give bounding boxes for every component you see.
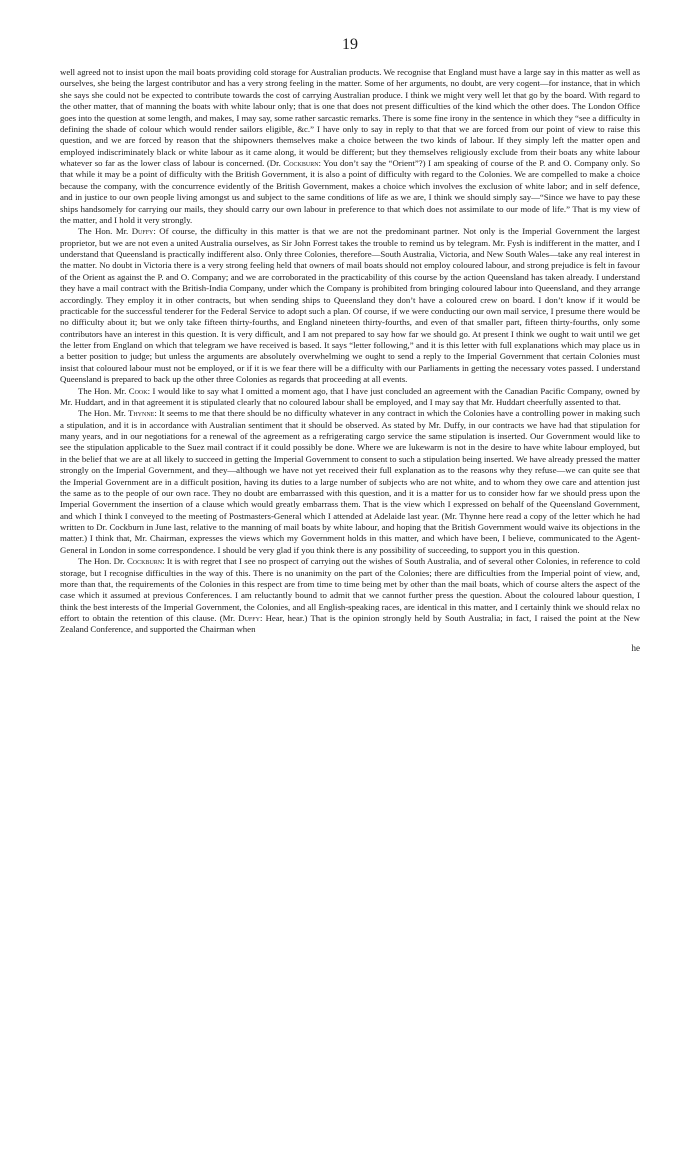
text-run: The Hon. Mr. bbox=[78, 408, 128, 419]
paragraph bbox=[60, 408, 640, 556]
paragraph bbox=[60, 556, 640, 636]
catchword: he bbox=[631, 642, 640, 653]
text-run: : I would like to say what I omitted a moment ago, that I have just concluded an agreement with the Canadian Pacific Company, owned by Mr. Huddart, and in that agreement it is stipulated clearly that no coloured labour shall be employed, and I may say that Mr. Huddart cheerfully assented to that. bbox=[60, 385, 640, 407]
speaker-name: Duffy bbox=[131, 226, 154, 237]
speaker-name: Duffy bbox=[238, 613, 260, 623]
speaker-name: Cook bbox=[128, 385, 148, 396]
text-run: The Hon. Mr. bbox=[78, 385, 129, 396]
text-run: : Of course, the difficulty in this matter is that we are not the predominant partner. Not only is the Imperial Government the largest proprietor, but we are not even a united Australia ourselves, as Sir John Forrest takes the trouble to remind us by telegram. Mr. Fysh is indifferent in the matter, and I understand that Queensland is practically indifferent also. Only three Colonies, therefore—South Australia, Victoria, and New South Wales—take any real interest in the matter. No doubt in Victoria there is a very strong feeling held that owners of mail boats should not employ coloured labour, and strong prejudice is felt in favour of the Orient as against the P. and O. Company; and we are corroborated in the practicability of this course by the action Queensland has taken already. I understand they have a mail contract with the British-India Company, under which the Company is prohibited from bringing coloured labour into Queensland, and they arrange accordingly. They employ it in other contracts, but when sending ships to Queensland they don’t have a coloured crew on board. I don’t know if it would be practicable for the successful tenderer for the Federal Service to adopt such a plan. Of course, if we were conducting our own mail service, I presume there would be no difficulty about it; but we only take fifteen thirty-fourths, and England nineteen thirty-fourths, and even of that smaller part, fifteen thirty-fourths, only some contributors have an interest in this question. It is very difficult, and I am not prepared to say how far we should go. At present I think we ought to wait until we get the letter from England on which that telegram we have received is based. It says “letter following,” and it is this letter with full explanations which may place us in a better position to judge; but unless the arguments are absolutely overwhelming we ought to send a reply to the Imperial Government that certain Colonies must insist that coloured labour must not be employed, or if it is we fear there will be a difficulty with our Parliaments in getting the necessary votes passed. I understand Queensland is prepared to back up the other three Colonies as regards that proceeding at all events. bbox=[60, 226, 640, 385]
document-page bbox=[60, 36, 640, 654]
paragraph bbox=[60, 226, 640, 385]
speaker-name: Thynne bbox=[128, 408, 155, 419]
text-run: : Hear, hear.) That is the opinion strongly held by South Australia; in fact, I raised the point at the New Zealand Conference, and supported the Chairman when bbox=[60, 613, 640, 635]
text-run: : It is with regret that I see no prospect of carrying out the wishes of South Australia, and of several other Colonies, in reference to cold storage, but I recognise difficulties in the way of this. There is no unanimity on the part of the Colonies; there are difficulties from the Imperial point of view, and, more than that, the requirements of the Colonies in this respect are from time to time being met by other than the mail boats, which of course alters the aspect of the case which it assumed at previous Conferences. I am reluctantly bound to admit that we cannot further press the question. About the coloured labour question, I think the best interests of the Imperial Government, the Colonies, and all English-speaking races, are identical in this matter, and I certainly think we should relax no effort to obtain the retention of this clause. (Mr. bbox=[60, 556, 640, 623]
body-text bbox=[60, 67, 640, 636]
paragraph bbox=[60, 386, 640, 409]
speaker-name: Cockburn bbox=[126, 556, 163, 567]
text-run: The Hon. Dr. bbox=[78, 556, 127, 567]
text-run: : You don’t say the “Orient”?) I am speaking of course of the P. and O. Company only. So that while it may be a point of difficulty with the British Government, it is also a point of difficulty with regard to the Colonies. We are compelled to make a choice because the company, with the concurrence evidently of the British Government, makes a choice which involves the exclusion of white labor; and in self defence, and in justice to our own people living amongst us and subject to the same conditions of life as we are, I think we should simply say—“Since we have to pay these ships handsomely for carrying our mails, they should carry our own labour in preference to that which does not assimilate to our mode of life.” That is my view of the matter, and I hold it very strongly. bbox=[60, 158, 641, 225]
page-number: 19 bbox=[342, 36, 358, 53]
text-run: well agreed not to insist upon the mail boats providing cold storage for Australian products. We recognise that England must have a large say in this matter as well as ourselves, she being the largest contributor and has a very strong feeling in the matter. Some of her arguments, no doubt, are very cogent—for instance, that in which she says she could not be expected to contribute towards the cost of carrying Australian produce. I think we might very well let that go by the board. With regard to the other matter, that of manning the boats with white labour only; that is one that does not present difficulties of the kind which the other does. The London Office goes into the question at some length, and makes, I may say, some rather sarcastic remarks. There is some fine irony in the sentence in which they “see a difficulty in defining the shade of colour which would render sailors eligible, &c.” I have only to say in reply to that that we are forced from our point of view to raise this question, and we are forced by reason that the shipowners themselves make a choice between the two kinds of labour. If they simply left the matter open and employed indiscriminately black or white labour as it came along, it would be different; but they themselves religiously exclude from their boats any white labour whatever so far as the lower class of labour is concerned. (Dr. bbox=[60, 67, 640, 168]
text-run: The Hon. Mr. bbox=[78, 226, 132, 237]
speaker-name: Cockburn bbox=[283, 158, 319, 168]
text-run: : It seems to me that there should be no difficulty whatever in any contract in which the Colonies have a controlling power in making such a stipulation, and it is in accordance with Australian sentiment that it should be observed. As stated by Mr. Duffy, in our contracts we have had that stipulation for many years, and in our negotiations for a renewal of the agreement as a refrigerating cargo service the same stipulation is inserted. Our Government would like to see the stipulation applicable to the Suez mail contract if it could possibly be done. Where we are lukewarm is not in the desire to have white labour employed, but in the belief that we are at all likely to succeed in getting the Imperial Government to consent to such a stipulation being inserted. We have already pressed the matter strongly on the Imperial Government, and they—although we have not yet received their full explanation as to the reasons why they refuse—we can quite see that the Imperial Government are in a difficult position, having its duties to a large number of subjects who are not white, and to whom they owe care and attention just the same as to the people of our own race. They no doubt are embarrassed with this question, and it is a matter for us to consider how far we should press upon the Imperial Government the insertion of a clause which would greatly embarrass them. That is the view which I expressed on behalf of the Queensland Government, and which I think I conveyed to the meeting of Postmasters-General which I attended at Adelaide last year. (Mr. Thynne here read a copy of the letter which he had written to Dr. Cockburn in June last, relative to the manning of mail boats by white labour, and hoping that the British Government would waive its objections in the matter.) I think that, Mr. Chairman, expresses the views which my Government holds in this matter, and which have been, I believe, communicated to the Agent-General in London in some correspondence. I should be very glad if you think there is any possibility of succeeding, to support you in this question. bbox=[60, 408, 640, 555]
paragraph bbox=[60, 67, 640, 226]
